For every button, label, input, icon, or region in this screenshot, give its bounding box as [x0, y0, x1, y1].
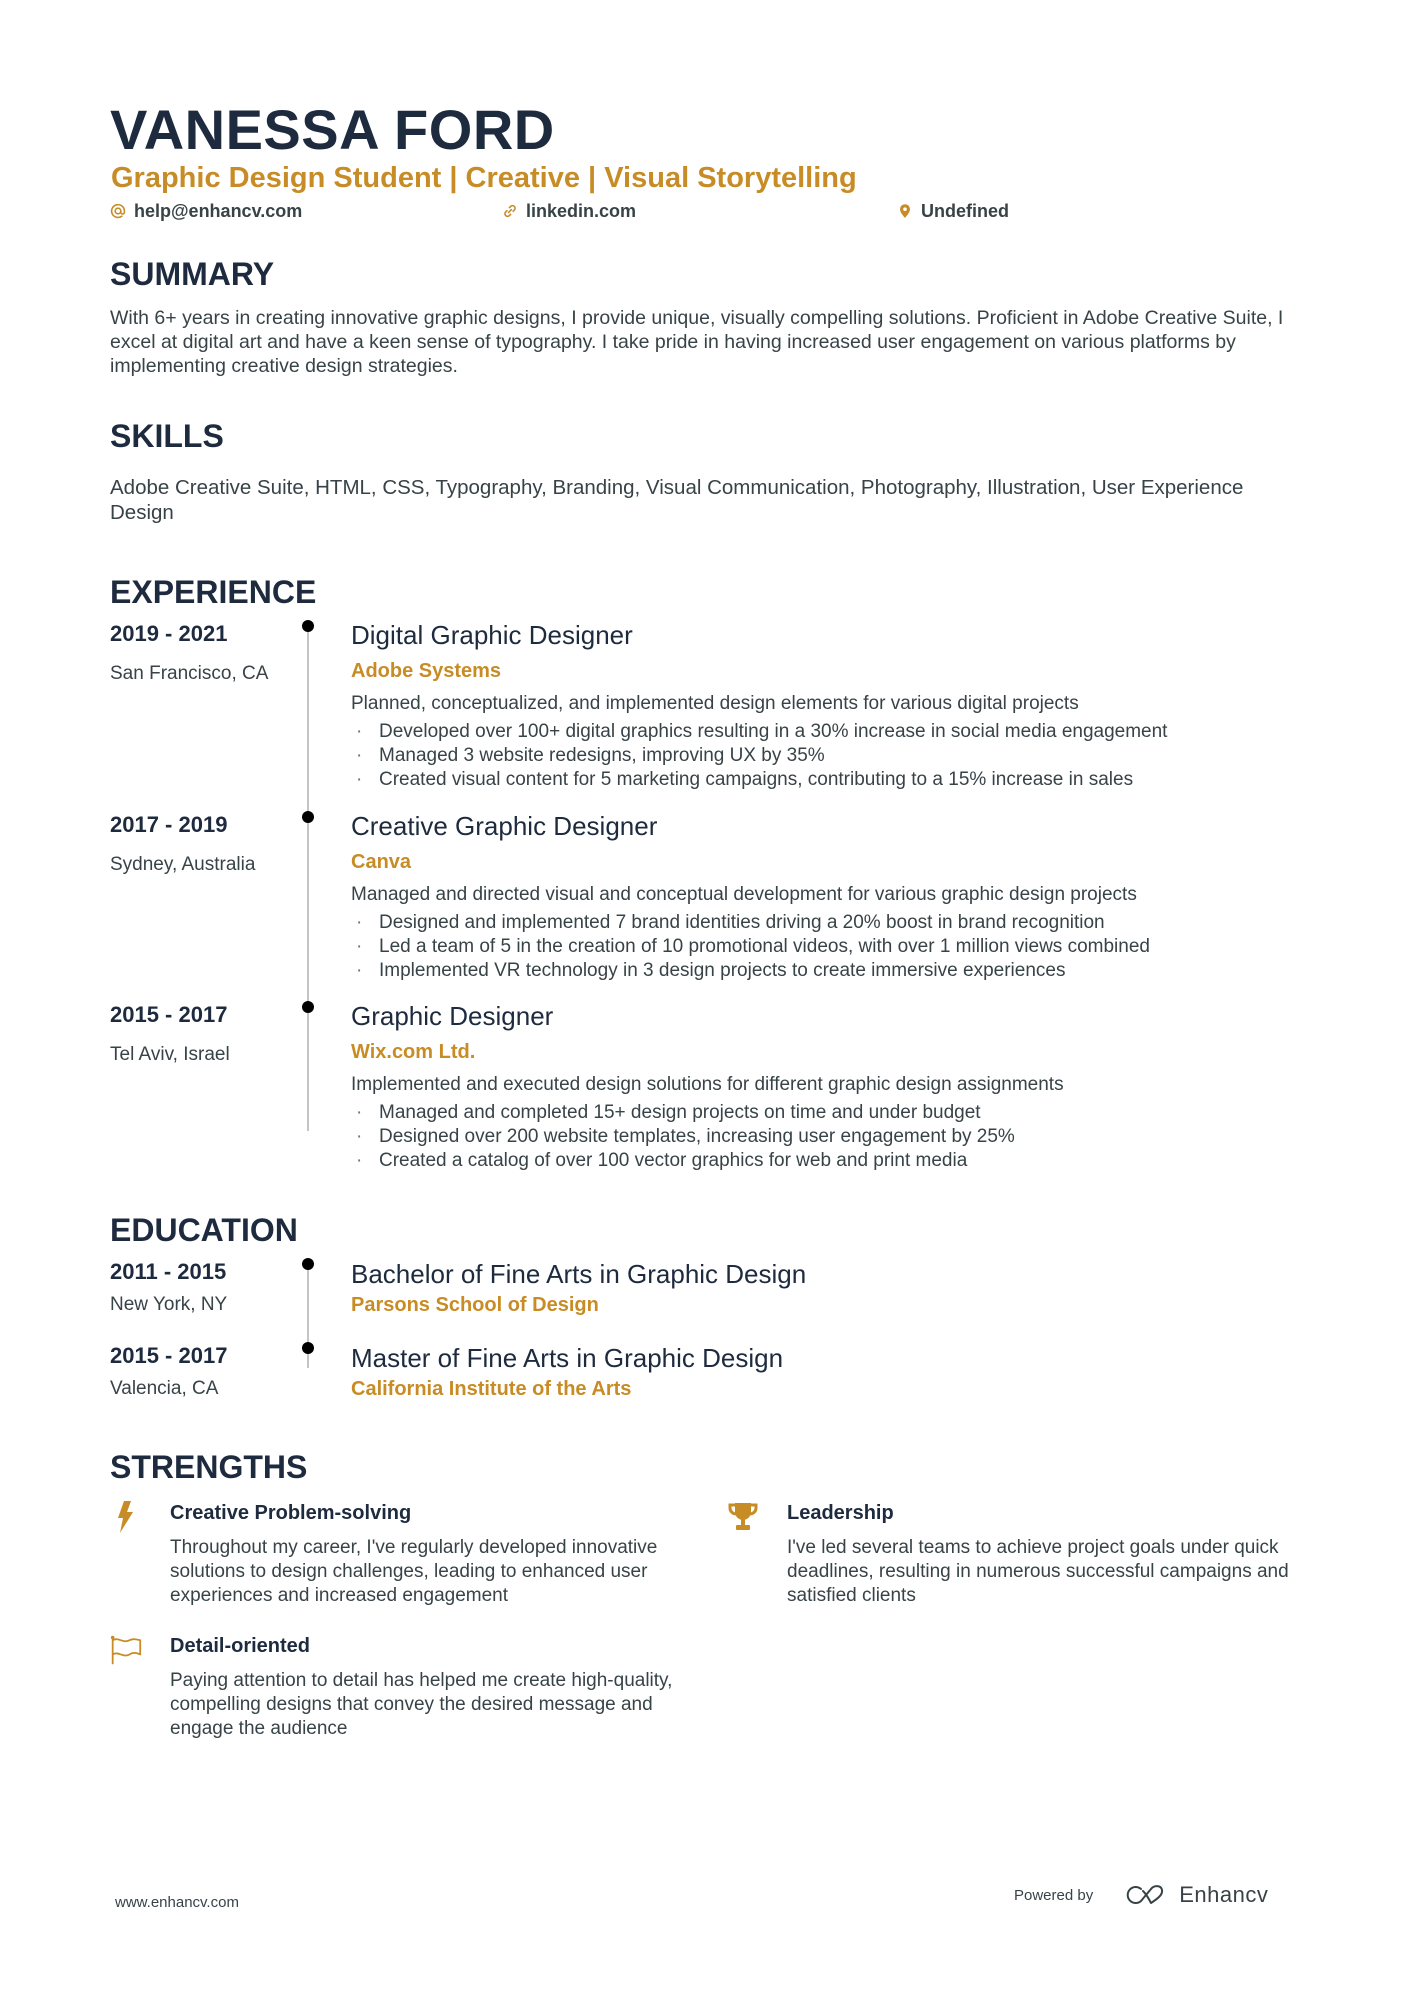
timeline-dot [302, 1342, 314, 1354]
bullet-item: · Designed and implemented 7 brand identities driving a 20% boost in brand recognition [351, 911, 1150, 935]
strength-description: Paying attention to detail has helped me create high-quality, compelling designs that convey the desired message and engage the audience [170, 1670, 673, 1739]
bullet-item: · Developed over 100+ digital graphics resulting in a 30% increase in social media engagement [351, 720, 1167, 744]
location-pin-icon [897, 203, 913, 219]
experience-bullets [351, 1101, 1015, 1173]
candidate-name: VANESSA FORD [110, 98, 555, 161]
strength-title: Creative Problem-solving [170, 1502, 412, 1524]
contact-linkedin[interactable] [502, 199, 636, 223]
strengths-title: STRENGTHS [110, 1449, 308, 1485]
strength-title: Detail-oriented [170, 1635, 311, 1657]
experience-dates: 2015 - 2017 [110, 1002, 228, 1027]
flag-icon [110, 1633, 142, 1667]
bullet-item: · Led a team of 5 in the creation of 10 promotional videos, with over 1 million views combined [351, 935, 1150, 959]
at-icon [110, 203, 126, 219]
experience-description: Managed and directed visual and conceptual development for various graphic design projects [351, 884, 1137, 905]
experience-company: Adobe Systems [351, 660, 502, 682]
powered-by-label: Powered by [1014, 1886, 1094, 1904]
experience-bullets [351, 720, 1167, 792]
skills-title: SKILLS [110, 418, 224, 454]
experience-company: Wix.com Ltd. [351, 1041, 476, 1063]
summary-title: SUMMARY [110, 256, 275, 292]
experience-timeline-line [307, 626, 309, 1131]
experience-role: Digital Graphic Designer [351, 620, 633, 650]
contact-email[interactable] [110, 199, 302, 223]
bullet-item: · Managed and completed 15+ design projects on time and under budget [351, 1101, 1015, 1125]
experience-role: Graphic Designer [351, 1001, 554, 1031]
footer-branding [1014, 1882, 1268, 1908]
lightning-bolt-icon [110, 1500, 142, 1534]
experience-location: Tel Aviv, Israel [110, 1044, 230, 1065]
bullet-item: · Created visual content for 5 marketing campaigns, contributing to a 15% increase in sales [351, 768, 1167, 792]
experience-dates: 2017 - 2019 [110, 812, 228, 837]
bullet-item: · Created a catalog of over 100 vector graphics for web and print media [351, 1149, 1015, 1173]
education-dates: 2011 - 2015 [110, 1259, 227, 1284]
bullet-item: · Managed 3 website redesigns, improving UX by 35% [351, 744, 1167, 768]
bullet-item: · Designed over 200 website templates, increasing user engagement by 25% [351, 1125, 1015, 1149]
experience-description: Planned, conceptualized, and implemented design elements for various digital projects [351, 693, 1079, 714]
trophy-icon [727, 1500, 759, 1534]
contact-linkedin-text: linkedin.com [526, 200, 637, 221]
link-icon [502, 203, 518, 219]
experience-location: Sydney, Australia [110, 854, 256, 875]
education-dates: 2015 - 2017 [110, 1343, 228, 1368]
experience-bullets [351, 911, 1150, 983]
education-title: EDUCATION [110, 1212, 298, 1248]
timeline-dot [302, 811, 314, 823]
strength-description: I've led several teams to achieve project goals under quick deadlines, resulting in numerous successful campaigns and satisfied clients [787, 1537, 1289, 1606]
enhancv-brand-text: Enhancv [1179, 1882, 1269, 1907]
skills-text: Adobe Creative Suite, HTML, CSS, Typography, Branding, Visual Communication, Photography, Illustration, User Experience Design [110, 476, 1244, 524]
footer-website-link[interactable]: www.enhancv.com [115, 1894, 239, 1911]
experience-description: Implemented and executed design solutions for different graphic design assignments [351, 1074, 1064, 1095]
enhancv-logo[interactable] [1121, 1882, 1268, 1908]
education-degree: Master of Fine Arts in Graphic Design [351, 1343, 784, 1373]
timeline-dot [302, 1001, 314, 1013]
education-school: Parsons School of Design [351, 1294, 599, 1316]
contact-location-text: Undefined [921, 200, 1009, 221]
contact-email-text: help@enhancv.com [134, 200, 303, 221]
experience-role: Creative Graphic Designer [351, 811, 658, 841]
education-location: Valencia, CA [110, 1378, 219, 1399]
candidate-headline: Graphic Design Student | Creative | Visual Storytelling [111, 162, 857, 194]
summary-text: With 6+ years in creating innovative graphic designs, I provide unique, visually compelling solutions. Proficient in Adobe Creative Suite, I excel at digital art and have a keen sense of typography. I take pride in having increased user engagement on various platforms by implementing creative design strategies. [110, 307, 1284, 377]
strength-description: Throughout my career, I've regularly developed innovative solutions to design challenges, leading to enhanced user experiences and increased engagement [170, 1537, 658, 1606]
timeline-dot [302, 1258, 314, 1270]
experience-title: EXPERIENCE [110, 574, 317, 610]
contact-location [897, 199, 1009, 223]
experience-dates: 2019 - 2021 [110, 621, 228, 646]
education-degree: Bachelor of Fine Arts in Graphic Design [351, 1259, 807, 1289]
education-location: New York, NY [110, 1294, 228, 1315]
experience-company: Canva [351, 851, 412, 873]
education-school: California Institute of the Arts [351, 1378, 632, 1400]
enhancv-logo-icon [1121, 1883, 1167, 1907]
strength-title: Leadership [787, 1502, 894, 1524]
timeline-dot [302, 620, 314, 632]
experience-location: San Francisco, CA [110, 663, 269, 684]
bullet-item: · Implemented VR technology in 3 design projects to create immersive experiences [351, 959, 1150, 983]
